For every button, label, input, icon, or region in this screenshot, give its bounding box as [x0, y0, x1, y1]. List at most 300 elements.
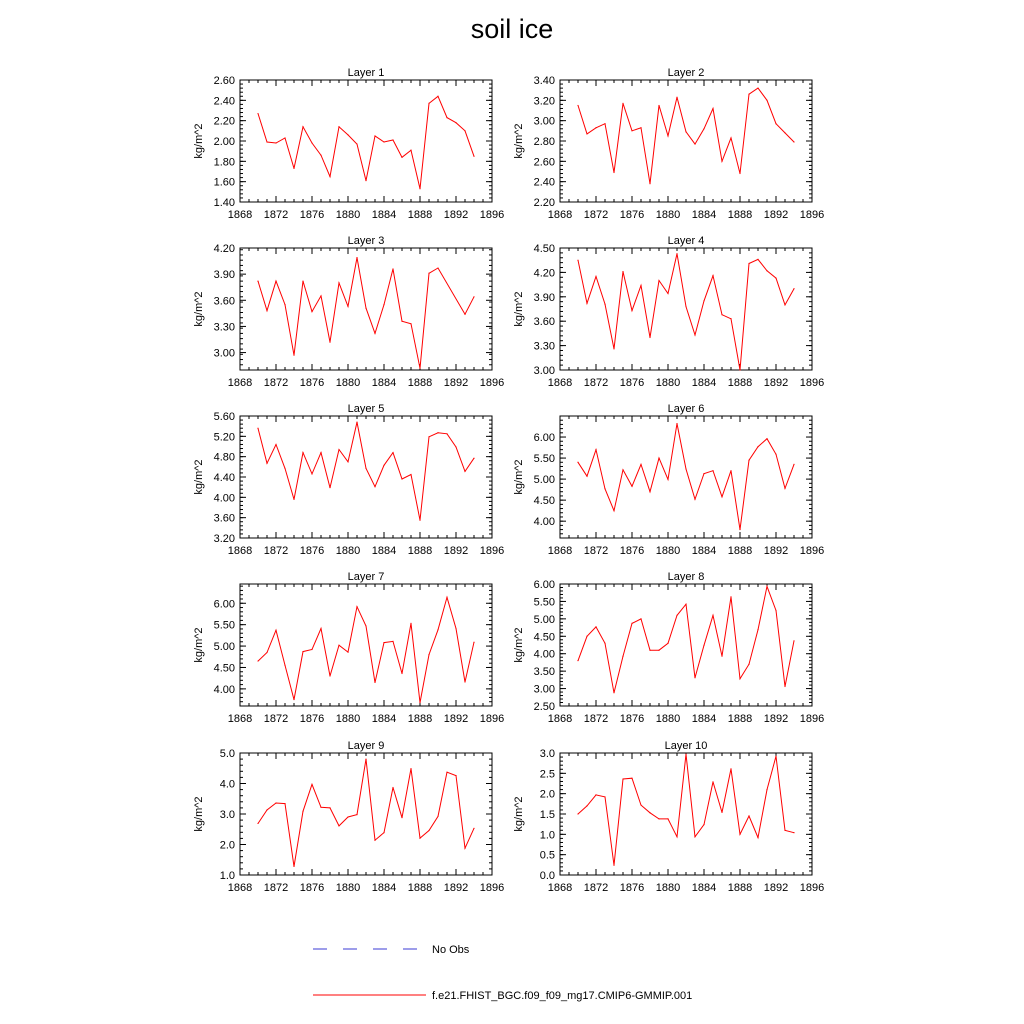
- data-point: [410, 623, 411, 624]
- data-point: [320, 155, 321, 156]
- plot-frame: [560, 80, 812, 202]
- data-point: [757, 446, 758, 447]
- data-point: [356, 814, 357, 815]
- data-point: [694, 677, 695, 678]
- data-point: [667, 293, 668, 294]
- data-point: [595, 794, 596, 795]
- y-tick-label: 5.50: [533, 453, 555, 466]
- data-point: [739, 834, 740, 835]
- data-point: [622, 469, 623, 470]
- data-point: [631, 486, 632, 487]
- data-point: [428, 103, 429, 104]
- data-point: [464, 314, 465, 315]
- data-point: [284, 137, 285, 138]
- x-tick-label: 1892: [763, 545, 789, 557]
- y-tick-label: 3.00: [533, 365, 555, 377]
- data-point: [766, 586, 767, 587]
- x-tick-label: 1880: [335, 545, 361, 557]
- panel-title: Layer 6: [667, 403, 705, 415]
- data-point: [428, 830, 429, 831]
- x-tick-label: 1884: [691, 713, 717, 725]
- y-tick-label: 2.0: [219, 839, 235, 852]
- data-point: [275, 802, 276, 803]
- y-tick-label: 3.90: [213, 269, 235, 282]
- data-point: [419, 368, 420, 369]
- x-tick-label: 1892: [443, 545, 469, 557]
- y-axis-label: kg/m^2: [193, 627, 205, 663]
- data-point: [455, 122, 456, 123]
- data-point: [631, 130, 632, 131]
- plot-frame: [560, 584, 812, 706]
- data-point: [437, 432, 438, 433]
- data-point: [383, 465, 384, 466]
- data-point: [604, 488, 605, 489]
- data-point: [320, 807, 321, 808]
- data-point: [703, 824, 704, 825]
- panel-layer-10: [513, 740, 824, 894]
- data-point: [365, 759, 366, 760]
- y-tick-label: 3.60: [213, 295, 235, 308]
- data-point: [586, 476, 587, 477]
- data-point: [320, 628, 321, 629]
- data-point: [586, 133, 587, 134]
- data-point: [257, 113, 258, 114]
- data-point: [266, 141, 267, 142]
- x-tick-label: 1896: [799, 545, 825, 557]
- x-tick-label: 1872: [263, 209, 289, 221]
- data-point: [275, 142, 276, 143]
- plot-frame: [560, 416, 812, 538]
- x-tick-label: 1880: [335, 713, 361, 725]
- data-point: [329, 342, 330, 343]
- data-point: [622, 778, 623, 779]
- panel-title: Layer 9: [347, 740, 385, 752]
- data-point: [757, 629, 758, 630]
- data-point: [730, 768, 731, 769]
- data-point: [464, 681, 465, 682]
- data-point: [793, 640, 794, 641]
- data-point: [410, 323, 411, 324]
- y-tick-label: 4.50: [533, 243, 555, 255]
- data-point: [622, 271, 623, 272]
- y-tick-label: 3.00: [533, 683, 555, 696]
- data-point: [311, 784, 312, 785]
- data-point: [338, 825, 339, 826]
- data-point: [473, 296, 474, 297]
- data-point: [401, 157, 402, 158]
- y-tick-label: 5.60: [213, 411, 235, 423]
- data-point: [739, 678, 740, 679]
- panel-title: Layer 8: [667, 571, 705, 583]
- y-axis-label: kg/m^2: [193, 291, 205, 327]
- x-tick-label: 1876: [299, 545, 325, 557]
- data-point: [410, 768, 411, 769]
- x-tick-label: 1876: [619, 545, 645, 557]
- data-point: [649, 491, 650, 492]
- data-point: [401, 478, 402, 479]
- data-point: [640, 618, 641, 619]
- y-tick-label: 4.00: [533, 648, 555, 661]
- x-tick-label: 1876: [619, 209, 645, 221]
- data-point: [257, 428, 258, 429]
- data-point: [631, 778, 632, 779]
- data-point: [676, 836, 677, 837]
- panel-layer-5: [193, 403, 504, 557]
- x-tick-label: 1888: [727, 377, 753, 389]
- data-point: [577, 462, 578, 463]
- y-tick-label: 1.60: [213, 176, 235, 189]
- x-tick-label: 1868: [227, 545, 253, 557]
- data-point: [410, 150, 411, 151]
- data-point: [721, 496, 722, 497]
- data-point: [640, 464, 641, 465]
- data-point: [464, 130, 465, 131]
- data-point: [766, 438, 767, 439]
- data-point: [419, 702, 420, 703]
- data-point: [473, 458, 474, 459]
- x-tick-label: 1896: [479, 545, 505, 557]
- x-tick-label: 1876: [299, 377, 325, 389]
- data-point: [730, 318, 731, 319]
- y-tick-label: 3.90: [533, 291, 555, 304]
- data-point: [712, 470, 713, 471]
- y-tick-label: 6.00: [533, 432, 555, 445]
- series-line: [578, 424, 794, 530]
- x-tick-label: 1876: [619, 882, 645, 894]
- data-point: [775, 123, 776, 124]
- x-tick-label: 1880: [655, 377, 681, 389]
- series-line: [258, 258, 474, 369]
- data-point: [577, 260, 578, 261]
- data-point: [464, 848, 465, 849]
- y-tick-label: 2.00: [213, 136, 235, 148]
- y-tick-label: 0.0: [539, 870, 555, 882]
- y-tick-label: 2.60: [213, 75, 235, 87]
- x-tick-label: 1888: [407, 377, 433, 389]
- x-tick-label: 1872: [583, 882, 609, 894]
- data-point: [667, 643, 668, 644]
- panel-title: Layer 10: [664, 740, 708, 752]
- data-point: [703, 473, 704, 474]
- data-point: [392, 139, 393, 140]
- y-tick-label: 1.0: [539, 829, 555, 842]
- data-point: [604, 304, 605, 305]
- y-tick-label: 4.00: [213, 683, 235, 696]
- data-point: [320, 452, 321, 453]
- data-point: [640, 127, 641, 128]
- plot-frame: [240, 416, 492, 538]
- x-tick-label: 1896: [479, 377, 505, 389]
- data-point: [455, 446, 456, 447]
- data-point: [311, 649, 312, 650]
- data-point: [365, 180, 366, 181]
- data-point: [437, 267, 438, 268]
- data-point: [649, 650, 650, 651]
- data-point: [721, 656, 722, 657]
- data-point: [275, 444, 276, 445]
- data-point: [428, 273, 429, 274]
- x-tick-label: 1888: [727, 545, 753, 557]
- data-point: [419, 520, 420, 521]
- data-point: [464, 471, 465, 472]
- data-point: [446, 117, 447, 118]
- data-point: [640, 804, 641, 805]
- data-point: [473, 156, 474, 157]
- x-tick-label: 1896: [799, 377, 825, 389]
- y-tick-label: 4.50: [533, 631, 555, 644]
- data-point: [284, 304, 285, 305]
- panel-title: Layer 4: [667, 235, 705, 247]
- data-point: [392, 787, 393, 788]
- data-point: [455, 628, 456, 629]
- data-point: [748, 263, 749, 264]
- panel-layer-4: [513, 235, 824, 389]
- data-point: [676, 97, 677, 98]
- data-point: [694, 334, 695, 335]
- data-point: [757, 259, 758, 260]
- data-point: [604, 796, 605, 797]
- y-tick-label: 3.0: [219, 809, 235, 821]
- data-point: [793, 464, 794, 465]
- y-tick-label: 3.40: [533, 75, 555, 87]
- x-tick-label: 1888: [407, 545, 433, 557]
- x-tick-label: 1880: [655, 713, 681, 725]
- data-point: [748, 664, 749, 665]
- x-tick-label: 1868: [547, 377, 573, 389]
- data-point: [311, 311, 312, 312]
- y-tick-label: 2.20: [213, 115, 235, 128]
- x-tick-label: 1868: [227, 713, 253, 725]
- data-point: [392, 641, 393, 642]
- x-tick-label: 1884: [691, 209, 717, 221]
- data-point: [613, 172, 614, 173]
- data-point: [712, 615, 713, 616]
- data-point: [748, 460, 749, 461]
- x-tick-label: 1884: [371, 713, 397, 725]
- y-tick-label: 4.20: [213, 243, 235, 255]
- data-point: [703, 128, 704, 129]
- panel-layer-8: [513, 571, 824, 725]
- data-point: [658, 105, 659, 106]
- panel-title: Layer 5: [347, 403, 385, 415]
- series-line: [258, 597, 474, 702]
- data-point: [712, 108, 713, 109]
- x-tick-label: 1884: [371, 545, 397, 557]
- x-tick-label: 1872: [583, 377, 609, 389]
- panel-layer-2: [513, 67, 824, 221]
- data-point: [793, 288, 794, 289]
- data-point: [577, 660, 578, 661]
- y-tick-label: 5.50: [533, 596, 555, 609]
- x-tick-label: 1880: [335, 209, 361, 221]
- panel-title: Layer 2: [667, 67, 705, 79]
- x-tick-label: 1876: [299, 882, 325, 894]
- x-tick-label: 1896: [799, 209, 825, 221]
- data-point: [685, 468, 686, 469]
- y-tick-label: 4.80: [213, 451, 235, 464]
- data-point: [311, 142, 312, 143]
- data-point: [437, 629, 438, 630]
- data-point: [658, 818, 659, 819]
- data-point: [595, 127, 596, 128]
- x-tick-label: 1880: [655, 882, 681, 894]
- y-tick-label: 5.50: [213, 619, 235, 632]
- data-point: [685, 131, 686, 132]
- data-point: [784, 304, 785, 305]
- data-point: [631, 310, 632, 311]
- data-point: [577, 813, 578, 814]
- y-tick-label: 4.0: [219, 778, 235, 791]
- y-tick-label: 2.50: [533, 701, 555, 713]
- data-point: [604, 643, 605, 644]
- y-tick-label: 4.00: [533, 516, 555, 529]
- data-point: [721, 314, 722, 315]
- data-point: [793, 832, 794, 833]
- data-point: [667, 135, 668, 136]
- x-tick-label: 1888: [727, 882, 753, 894]
- data-point: [631, 623, 632, 624]
- data-point: [374, 840, 375, 841]
- panel-title: Layer 3: [347, 235, 385, 247]
- data-point: [613, 348, 614, 349]
- data-point: [419, 188, 420, 189]
- y-tick-label: 6.00: [533, 579, 555, 591]
- data-point: [392, 268, 393, 269]
- data-point: [338, 126, 339, 127]
- y-tick-label: 5.00: [213, 641, 235, 654]
- y-tick-label: 1.80: [213, 156, 235, 169]
- data-point: [284, 665, 285, 666]
- y-tick-label: 4.00: [213, 492, 235, 505]
- data-point: [649, 183, 650, 184]
- x-tick-label: 1868: [547, 545, 573, 557]
- data-point: [410, 474, 411, 475]
- data-point: [257, 823, 258, 824]
- plot-frame: [560, 248, 812, 370]
- panel-layer-7: [193, 571, 504, 725]
- data-point: [613, 865, 614, 866]
- data-point: [275, 281, 276, 282]
- data-point: [284, 803, 285, 804]
- y-axis-label: kg/m^2: [513, 459, 525, 495]
- y-axis-label: kg/m^2: [513, 796, 525, 832]
- data-point: [347, 134, 348, 135]
- x-tick-label: 1868: [547, 209, 573, 221]
- data-point: [428, 436, 429, 437]
- y-tick-label: 5.00: [533, 474, 555, 487]
- data-point: [338, 449, 339, 450]
- data-point: [338, 645, 339, 646]
- data-point: [293, 168, 294, 169]
- x-tick-label: 1872: [583, 545, 609, 557]
- data-point: [613, 692, 614, 693]
- data-point: [658, 650, 659, 651]
- panel-title: Layer 1: [347, 67, 385, 79]
- x-tick-label: 1868: [227, 882, 253, 894]
- x-tick-label: 1896: [799, 882, 825, 894]
- data-point: [266, 809, 267, 810]
- series-line: [578, 254, 794, 370]
- x-tick-label: 1892: [763, 209, 789, 221]
- data-point: [712, 781, 713, 782]
- data-point: [676, 423, 677, 424]
- data-point: [793, 141, 794, 142]
- y-axis-label: kg/m^2: [513, 627, 525, 663]
- data-point: [266, 463, 267, 464]
- y-tick-label: 5.00: [533, 613, 555, 626]
- data-point: [757, 88, 758, 89]
- x-tick-label: 1872: [583, 209, 609, 221]
- y-tick-label: 3.00: [213, 347, 235, 360]
- x-tick-label: 1876: [299, 209, 325, 221]
- data-point: [383, 642, 384, 643]
- data-point: [784, 686, 785, 687]
- x-tick-label: 1888: [407, 882, 433, 894]
- data-point: [401, 673, 402, 674]
- data-point: [595, 626, 596, 627]
- data-point: [473, 642, 474, 643]
- data-point: [329, 487, 330, 488]
- x-tick-label: 1880: [655, 209, 681, 221]
- data-point: [338, 282, 339, 283]
- x-tick-label: 1888: [727, 713, 753, 725]
- y-tick-label: 4.50: [213, 662, 235, 675]
- data-point: [730, 137, 731, 138]
- x-tick-label: 1884: [371, 209, 397, 221]
- data-point: [302, 452, 303, 453]
- x-tick-label: 1884: [371, 882, 397, 894]
- plot-frame: [240, 584, 492, 706]
- data-point: [365, 308, 366, 309]
- data-point: [347, 651, 348, 652]
- series-line: [258, 96, 474, 189]
- x-tick-label: 1892: [763, 882, 789, 894]
- panel-layer-9: [193, 740, 504, 894]
- x-tick-label: 1876: [299, 713, 325, 725]
- x-tick-label: 1868: [547, 713, 573, 725]
- x-tick-label: 1884: [371, 377, 397, 389]
- x-tick-label: 1892: [443, 882, 469, 894]
- data-point: [622, 103, 623, 104]
- data-point: [784, 488, 785, 489]
- data-point: [586, 303, 587, 304]
- y-tick-label: 3.20: [213, 533, 235, 545]
- data-point: [320, 295, 321, 296]
- data-point: [784, 830, 785, 831]
- x-tick-label: 1872: [263, 882, 289, 894]
- data-point: [302, 126, 303, 127]
- data-point: [437, 816, 438, 817]
- y-tick-label: 2.5: [539, 768, 555, 781]
- series-line: [578, 88, 794, 184]
- y-tick-label: 3.30: [533, 340, 555, 353]
- y-tick-label: 2.60: [533, 156, 555, 169]
- data-point: [356, 606, 357, 607]
- data-point: [694, 499, 695, 500]
- y-tick-label: 3.00: [533, 115, 555, 128]
- x-tick-label: 1896: [479, 713, 505, 725]
- data-point: [347, 461, 348, 462]
- series-line: [258, 759, 474, 866]
- legend-label: No Obs: [432, 944, 470, 956]
- data-point: [685, 604, 686, 605]
- x-tick-label: 1896: [799, 713, 825, 725]
- data-point: [302, 651, 303, 652]
- x-tick-label: 1868: [547, 882, 573, 894]
- data-point: [374, 333, 375, 334]
- data-point: [613, 510, 614, 511]
- data-point: [293, 355, 294, 356]
